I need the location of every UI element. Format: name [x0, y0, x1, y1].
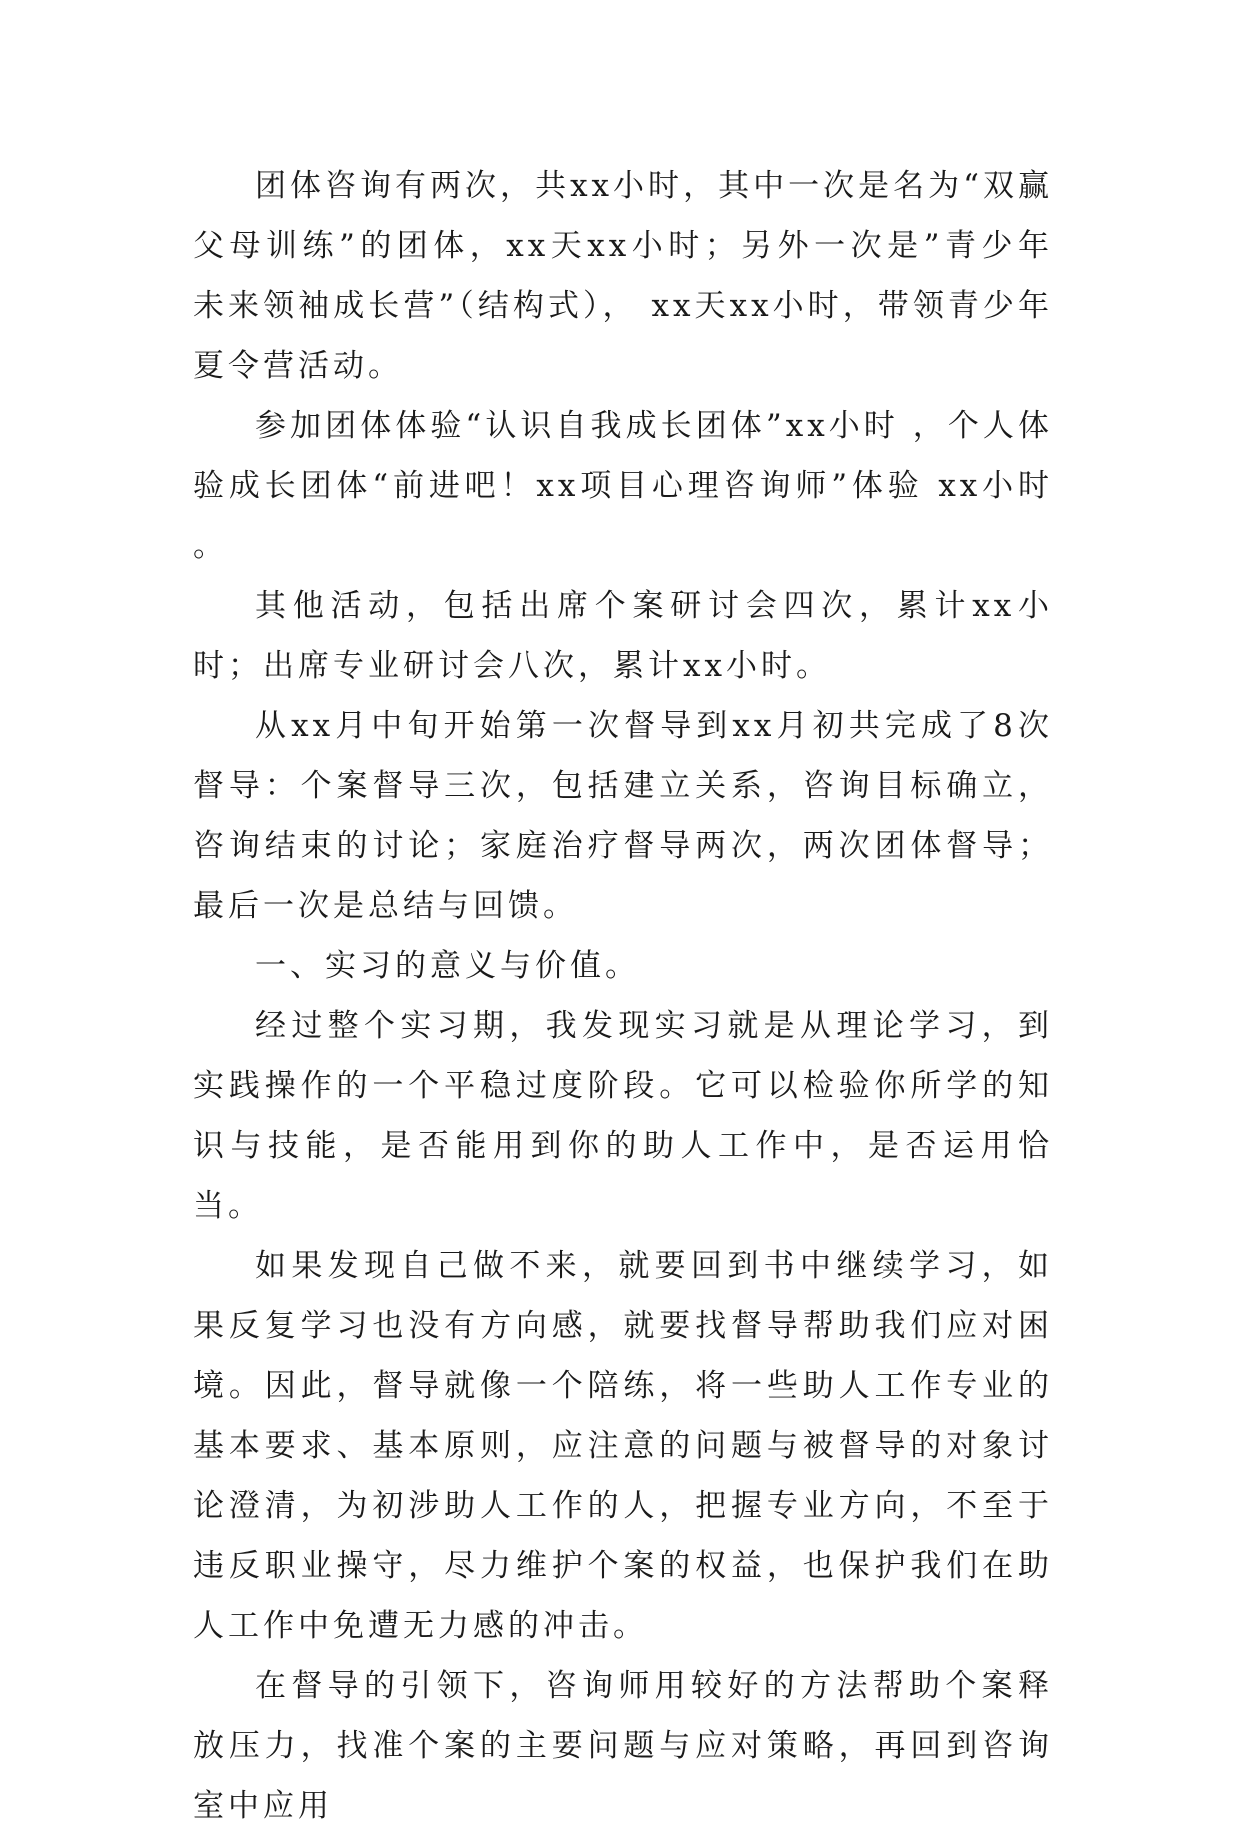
- paragraph-group-experience: 参加团体体验“认识自我成长团体”xx小时 ，个人体验成长团体“前进吧！xx项目心理咨询师”体验 xx小时 。: [193, 408, 1053, 564]
- paragraph-supervisor-role: 如果发现自己做不来，就要回到书中继续学习，如果反复学习也没有方向感，就要找督导帮助我们应对困境。因此，督导就像一个陪练，将一些助人工作专业的基本要求、基本原则，应注意的问题与被督导的对象讨论澄清，为初涉助人工作的人，把握专业方向，不至于违反职业操守，尽力维护个案的权益，也保护我们在助人工作中免遭无力感的冲击。: [193, 1248, 1053, 1644]
- paragraph-other-activities: 其他活动，包括出席个案研讨会四次，累计xx小时；出席专业研讨会八次，累计xx小时。: [193, 588, 1053, 684]
- paragraph-group-counseling: 团体咨询有两次，共xx小时，其中一次是名为“双赢父母训练”的团体，xx天xx小时；另外一次是”青少年未来领袖成长营”（结构式）， xx天xx小时，带领青少年夏令营活动。: [193, 168, 1053, 384]
- paragraph-supervisor-guidance: 在督导的引领下，咨询师用较好的方法帮助个案释放压力，找准个案的主要问题与应对策略，再回到咨询室中应用: [193, 1668, 1053, 1824]
- paragraph-supervision: 从xx月中旬开始第一次督导到xx月初共完成了8次督导：个案督导三次，包括建立关系，咨询目标确立，咨询结束的讨论；家庭治疗督导两次，两次团体督导；最后一次是总结与回馈。: [193, 708, 1053, 924]
- section-heading: 一、实习的意义与价值。: [255, 948, 640, 984]
- document-body: [193, 156, 1053, 1836]
- paragraph-internship-meaning: 经过整个实习期，我发现实习就是从理论学习，到实践操作的一个平稳过度阶段。它可以检验你所学的知识与技能，是否能用到你的助人工作中，是否运用恰当。: [193, 1008, 1053, 1224]
